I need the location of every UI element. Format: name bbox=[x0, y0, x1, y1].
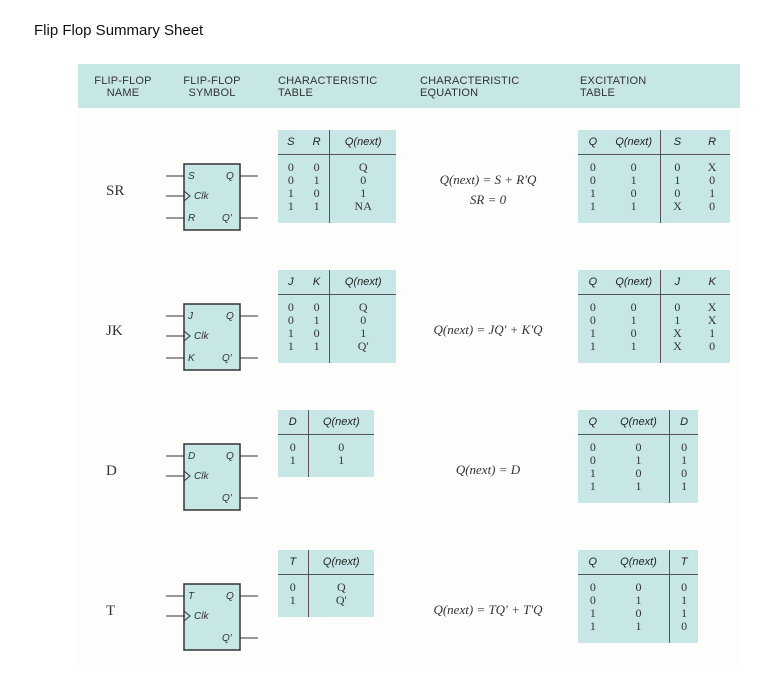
char-header-cell: R bbox=[304, 130, 330, 155]
symbol-qp-label: Q' bbox=[222, 353, 232, 364]
symbol-clk-label: Clk bbox=[194, 611, 209, 622]
excitation-cell: 0 bbox=[674, 300, 681, 314]
excitation-cell: 1 bbox=[635, 619, 642, 633]
char-header-cell: K bbox=[304, 270, 330, 295]
char-cell: 0 bbox=[287, 300, 294, 314]
excitation-column bbox=[670, 435, 698, 504]
excitation-column bbox=[608, 155, 660, 224]
excitation-cell: 0 bbox=[589, 313, 596, 327]
flipflop-symbol bbox=[162, 298, 272, 382]
char-header-cell: J bbox=[278, 270, 304, 295]
char-column bbox=[278, 575, 308, 618]
excitation-cell: 1 bbox=[681, 479, 688, 493]
excitation-cell: 0 bbox=[635, 580, 642, 594]
char-column bbox=[330, 295, 396, 364]
symbol-clk-label: Clk bbox=[194, 331, 209, 342]
excitation-cell: 0 bbox=[589, 300, 596, 314]
excitation-cell: 0 bbox=[630, 326, 637, 340]
flipflop-symbol bbox=[162, 578, 272, 662]
excitation-cell: 1 bbox=[589, 466, 596, 480]
excitation-header-cell: Q(next) bbox=[608, 130, 660, 155]
excitation-cell: 0 bbox=[630, 300, 637, 314]
excitation-cell: 1 bbox=[709, 186, 716, 200]
char-cell: 0 bbox=[289, 580, 296, 594]
char-header-cell: Q(next) bbox=[330, 130, 396, 155]
symbol-input1-label: T bbox=[188, 591, 195, 602]
char-cell: 1 bbox=[313, 313, 320, 327]
excitation-cell: 0 bbox=[589, 593, 596, 607]
symbol-q-label: Q bbox=[226, 591, 234, 602]
char-cell: 1 bbox=[287, 339, 294, 353]
symbol-input2-label: R bbox=[188, 213, 196, 224]
header-excitation: EXCITATION TABLE bbox=[580, 75, 647, 99]
page-title: Flip Flop Summary Sheet bbox=[34, 22, 204, 39]
flipflop-symbol bbox=[162, 158, 272, 242]
excitation-column bbox=[608, 435, 670, 504]
excitation-cell: 0 bbox=[681, 619, 688, 633]
excitation-cell: 1 bbox=[589, 199, 596, 213]
excitation-header-cell: Q(next) bbox=[608, 270, 660, 295]
char-header-cell: Q(next) bbox=[308, 410, 374, 435]
char-column bbox=[304, 295, 330, 364]
char-column bbox=[278, 435, 308, 478]
excitation-column bbox=[608, 295, 660, 364]
char-header-cell: Q(next) bbox=[330, 270, 396, 295]
symbol-clk-label: Clk bbox=[194, 191, 209, 202]
excitation-column bbox=[670, 575, 698, 644]
characteristic-equation bbox=[408, 322, 568, 342]
excitation-header-cell: J bbox=[660, 270, 694, 295]
excitation-cell: X bbox=[707, 313, 717, 327]
excitation-cell: 1 bbox=[681, 593, 688, 607]
char-cell: 1 bbox=[360, 326, 367, 340]
char-cell: 0 bbox=[287, 173, 294, 187]
char-cell: 0 bbox=[287, 313, 294, 327]
flipflop-name: D bbox=[106, 463, 117, 479]
excitation-header-cell: S bbox=[660, 130, 694, 155]
char-cell: 1 bbox=[287, 199, 294, 213]
excitation-cell: X bbox=[673, 199, 682, 213]
excitation-cell: 0 bbox=[709, 339, 716, 353]
char-column bbox=[308, 575, 374, 618]
excitation-cell: 1 bbox=[630, 339, 637, 353]
char-header-cell: D bbox=[278, 410, 308, 435]
excitation-cell: 0 bbox=[630, 160, 637, 174]
excitation-header-cell: Q bbox=[578, 130, 608, 155]
excitation-cell: 0 bbox=[635, 440, 642, 454]
char-cell: Q' bbox=[357, 339, 369, 353]
excitation-column bbox=[578, 575, 608, 644]
char-cell: Q' bbox=[335, 593, 347, 607]
excitation-cell: 1 bbox=[589, 606, 596, 620]
flipflop-name: T bbox=[106, 603, 116, 619]
excitation-header-cell: Q bbox=[578, 550, 608, 575]
excitation-cell: 0 bbox=[674, 160, 681, 174]
char-cell: 1 bbox=[313, 199, 320, 213]
char-cell: 1 bbox=[313, 339, 320, 353]
excitation-cell: X bbox=[673, 339, 682, 353]
excitation-cell: 1 bbox=[635, 453, 642, 467]
equation-line: Q(next) = TQ' + T'Q bbox=[433, 602, 543, 617]
char-cell: 0 bbox=[360, 313, 367, 327]
excitation-column bbox=[578, 435, 608, 504]
excitation-cell: 1 bbox=[630, 313, 637, 327]
excitation-cell: 1 bbox=[681, 453, 688, 467]
characteristic-table bbox=[278, 130, 396, 223]
excitation-cell: 0 bbox=[674, 186, 681, 200]
char-cell: 1 bbox=[289, 593, 296, 607]
excitation-header-cell: R bbox=[694, 130, 730, 155]
equation-line: Q(next) = JQ' + K'Q bbox=[433, 322, 543, 337]
excitation-cell: 0 bbox=[630, 186, 637, 200]
excitation-table bbox=[578, 270, 730, 363]
excitation-cell: 0 bbox=[709, 199, 716, 213]
excitation-table bbox=[578, 130, 730, 223]
characteristic-equation bbox=[408, 462, 568, 482]
excitation-header-cell: Q(next) bbox=[608, 550, 670, 575]
excitation-cell: 0 bbox=[589, 160, 596, 174]
char-cell: 1 bbox=[287, 326, 294, 340]
excitation-header-cell: T bbox=[670, 550, 698, 575]
excitation-header-cell: Q bbox=[578, 410, 608, 435]
char-cell: 1 bbox=[289, 453, 296, 467]
excitation-header-cell: Q(next) bbox=[608, 410, 670, 435]
characteristic-equation bbox=[408, 172, 568, 212]
excitation-column bbox=[578, 295, 608, 364]
char-cell: Q bbox=[336, 580, 346, 594]
char-column bbox=[330, 155, 396, 224]
excitation-cell: 1 bbox=[681, 606, 688, 620]
char-cell: 0 bbox=[313, 300, 320, 314]
char-cell: 0 bbox=[289, 440, 296, 454]
symbol-input1-label: D bbox=[188, 451, 196, 462]
excitation-cell: 1 bbox=[589, 619, 596, 633]
excitation-cell: 1 bbox=[630, 199, 637, 213]
flipflop-symbol bbox=[162, 438, 272, 522]
excitation-cell: 0 bbox=[681, 440, 688, 454]
symbol-q-label: Q bbox=[226, 311, 234, 322]
header-char-table: CHARACTERISTIC TABLE bbox=[278, 75, 378, 99]
equation-line: Q(next) = S + R'Q bbox=[439, 172, 537, 187]
excitation-header-cell: Q bbox=[578, 270, 608, 295]
excitation-cell: 0 bbox=[589, 453, 596, 467]
excitation-cell: 0 bbox=[681, 580, 688, 594]
flipflop-name: JK bbox=[106, 323, 123, 339]
char-header-cell: T bbox=[278, 550, 308, 575]
excitation-column bbox=[660, 295, 694, 364]
char-cell: 1 bbox=[313, 173, 320, 187]
characteristic-table bbox=[278, 550, 374, 617]
excitation-cell: 1 bbox=[589, 186, 596, 200]
excitation-column bbox=[694, 155, 730, 224]
characteristic-table bbox=[278, 270, 396, 363]
excitation-cell: 1 bbox=[630, 173, 637, 187]
excitation-table bbox=[578, 550, 698, 643]
symbol-input1-label: S bbox=[188, 171, 195, 182]
excitation-header-cell: D bbox=[670, 410, 698, 435]
char-column bbox=[278, 155, 304, 224]
symbol-input2-label: K bbox=[188, 353, 195, 364]
characteristic-equation bbox=[408, 602, 568, 622]
excitation-cell: 0 bbox=[635, 466, 642, 480]
header-char-eq: CHARACTERISTIC EQUATION bbox=[420, 75, 520, 99]
excitation-cell: 0 bbox=[635, 606, 642, 620]
characteristic-table bbox=[278, 410, 374, 477]
summary-table bbox=[78, 64, 740, 670]
char-cell: 0 bbox=[360, 173, 367, 187]
symbol-qp-label: Q' bbox=[222, 213, 232, 224]
excitation-cell: 1 bbox=[635, 593, 642, 607]
excitation-cell: 1 bbox=[635, 479, 642, 493]
excitation-cell: 0 bbox=[589, 580, 596, 594]
flipflop-name: SR bbox=[106, 183, 125, 199]
char-cell: Q bbox=[358, 300, 368, 314]
symbol-q-label: Q bbox=[226, 171, 234, 182]
symbol-qp-label: Q' bbox=[222, 633, 232, 644]
char-header-cell: Q(next) bbox=[308, 550, 374, 575]
char-cell: 1 bbox=[338, 453, 345, 467]
excitation-column bbox=[694, 295, 730, 364]
excitation-cell: X bbox=[707, 160, 717, 174]
char-cell: 0 bbox=[313, 186, 320, 200]
char-cell: NA bbox=[354, 199, 372, 213]
excitation-cell: 0 bbox=[589, 173, 596, 187]
equation-line: SR = 0 bbox=[469, 192, 507, 207]
symbol-qp-label: Q' bbox=[222, 493, 232, 504]
char-column bbox=[308, 435, 374, 478]
symbol-clk-label: Clk bbox=[194, 471, 209, 482]
excitation-cell: 1 bbox=[589, 326, 596, 340]
excitation-cell: 0 bbox=[589, 440, 596, 454]
excitation-cell: X bbox=[673, 326, 682, 340]
excitation-cell: 1 bbox=[589, 479, 596, 493]
excitation-cell: 1 bbox=[674, 313, 681, 327]
excitation-column bbox=[608, 575, 670, 644]
header-name: FLIP-FLOP NAME bbox=[94, 75, 152, 99]
excitation-cell: 0 bbox=[681, 466, 688, 480]
excitation-header-cell: K bbox=[694, 270, 730, 295]
excitation-table bbox=[578, 410, 698, 503]
excitation-column bbox=[660, 155, 694, 224]
char-cell: 1 bbox=[287, 186, 294, 200]
char-cell: 0 bbox=[338, 440, 345, 454]
char-column bbox=[278, 295, 304, 364]
symbol-q-label: Q bbox=[226, 451, 234, 462]
header-symbol: FLIP-FLOP SYMBOL bbox=[183, 75, 241, 99]
excitation-cell: X bbox=[707, 300, 717, 314]
char-cell: 0 bbox=[313, 326, 320, 340]
char-cell: 0 bbox=[287, 160, 294, 174]
excitation-cell: 1 bbox=[674, 173, 681, 187]
char-cell: Q bbox=[358, 160, 368, 174]
equation-line: Q(next) = D bbox=[455, 462, 521, 477]
excitation-cell: 0 bbox=[709, 173, 716, 187]
char-header-cell: S bbox=[278, 130, 304, 155]
excitation-cell: 1 bbox=[589, 339, 596, 353]
symbol-input1-label: J bbox=[188, 311, 193, 322]
char-cell: 0 bbox=[313, 160, 320, 174]
excitation-cell: 1 bbox=[709, 326, 716, 340]
char-cell: 1 bbox=[360, 186, 367, 200]
char-column bbox=[304, 155, 330, 224]
excitation-column bbox=[578, 155, 608, 224]
